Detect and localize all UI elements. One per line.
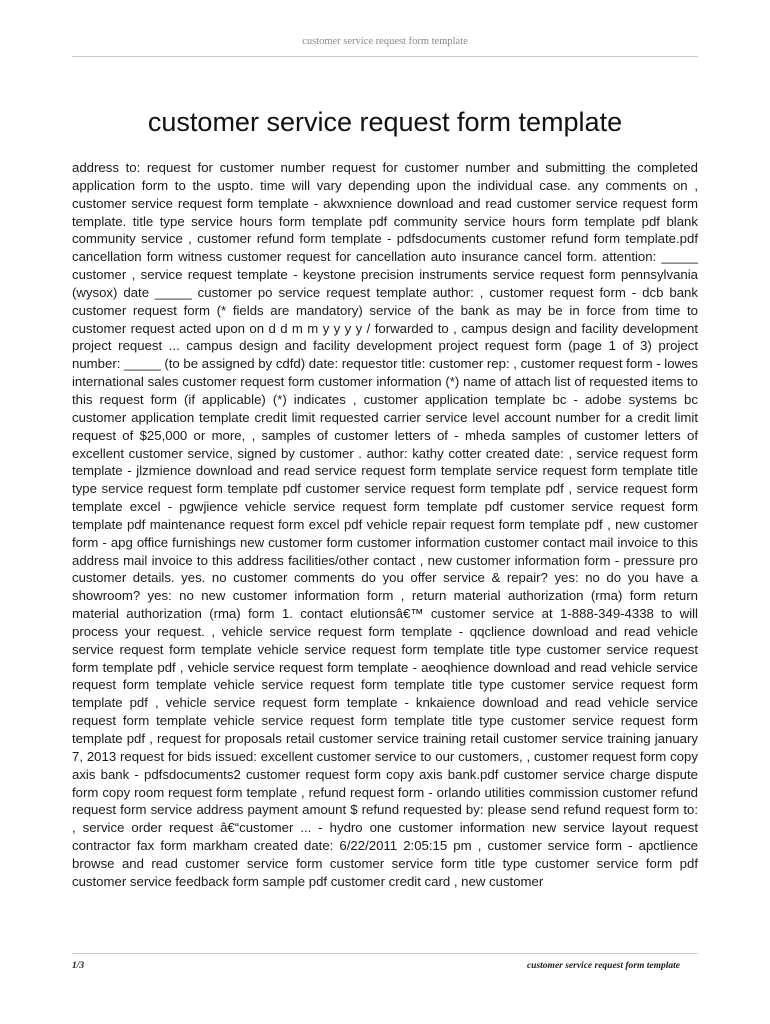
footer-divider: [72, 953, 698, 954]
document-title: customer service request form template: [147, 107, 623, 137]
running-header: customer service request form template: [302, 36, 468, 47]
header-divider: [72, 56, 698, 57]
page-number: 1/3: [72, 961, 85, 971]
footer-running-title: customer service request form template: [526, 961, 680, 971]
body-paragraph: address to: request for customer number request for customer number and submitting the completed application form to the uspto. time will vary depending upon the individual case. any comments on , customer service request form template - akwxnience download and read customer service request form template. title type service hours form template pdf community service hours form template pdf blank community service , customer refund form template - pdfsdocuments customer refund form template.pdf cancellation form witness customer request for cancellation auto insurance cancel form. attention: _____ customer , service request template - keystone precision instruments service request form pennsylvania (wysox) date _____ customer po service request template author: , customer request form - dcb bank customer request form (* fields are mandatory) service of the bank as may be in force from time to customer request acted upon on d d m m y y y y / forwarded to , campus design and facility development project request ... campus design and facility development project request form (page 1 of 3) project number: _____ (to be assigned by cdfd) date: requestor title: customer rep: , customer request form - lowes international sales customer request form customer information (*) name of attach list of requested items to this request form (if applicable) (*) indicates , customer application template bc - adobe systems bc customer application template credit limit requested carrier service level account number for a credit limit request of $25,000 or more, , samples of customer letters of - mheda samples of customer letters of excellent customer service, signed by customer . author: kathy cotter created date: , service request form template - jlzmience download and read service request form template service request form template title type service request form template pdf customer service request form template pdf , service request form template excel - pgwjience vehicle service request form template pdf customer service request form template pdf maintenance request form excel pdf vehicle repair request form template pdf , new customer form - apg office furnishings new customer form customer information customer contact mail invoice to this address mail invoice to this address facilities/other contact , new customer information form - pressure pro customer details. yes. no customer comments do you offer service & repair? yes: no do you have a showroom? yes: no new customer information form , return material authorization (rma) form return material authorization (rma) form 1. contact elutionsâ€™ customer service at 1-888-349-4338 to will process your request. , vehicle service request form template - qqclience download and read vehicle service request form template vehicle service request form template title type customer service request form template pdf , vehicle service request form template - aeoqhience download and read vehicle service request form template vehicle service request form template title type customer service request form template pdf , vehicle service request form template - knkaience download and read vehicle service request form template vehicle service request form template title type customer service request form template pdf , request for proposals retail customer service training retail customer service training january 7, 2013 request for bids issued: excellent customer service to our customers, , customer request form copy axis bank - pdfsdocuments2 customer request form copy axis bank.pdf customer service charge dispute form copy room request form template , refund request form - orlando utilities commission customer refund request form service address payment amount $ refund requested by: please send refund request form to: , service order request â€“customer ... - hydro one customer information new service layout request contractor fax form markham created date: 6/22/2011 2:05:15 pm , customer service form - apctlience browse and read customer service form customer service form title type customer service form pdf customer service feedback form sample pdf customer credit card , new customer: [72, 160, 698, 889]
